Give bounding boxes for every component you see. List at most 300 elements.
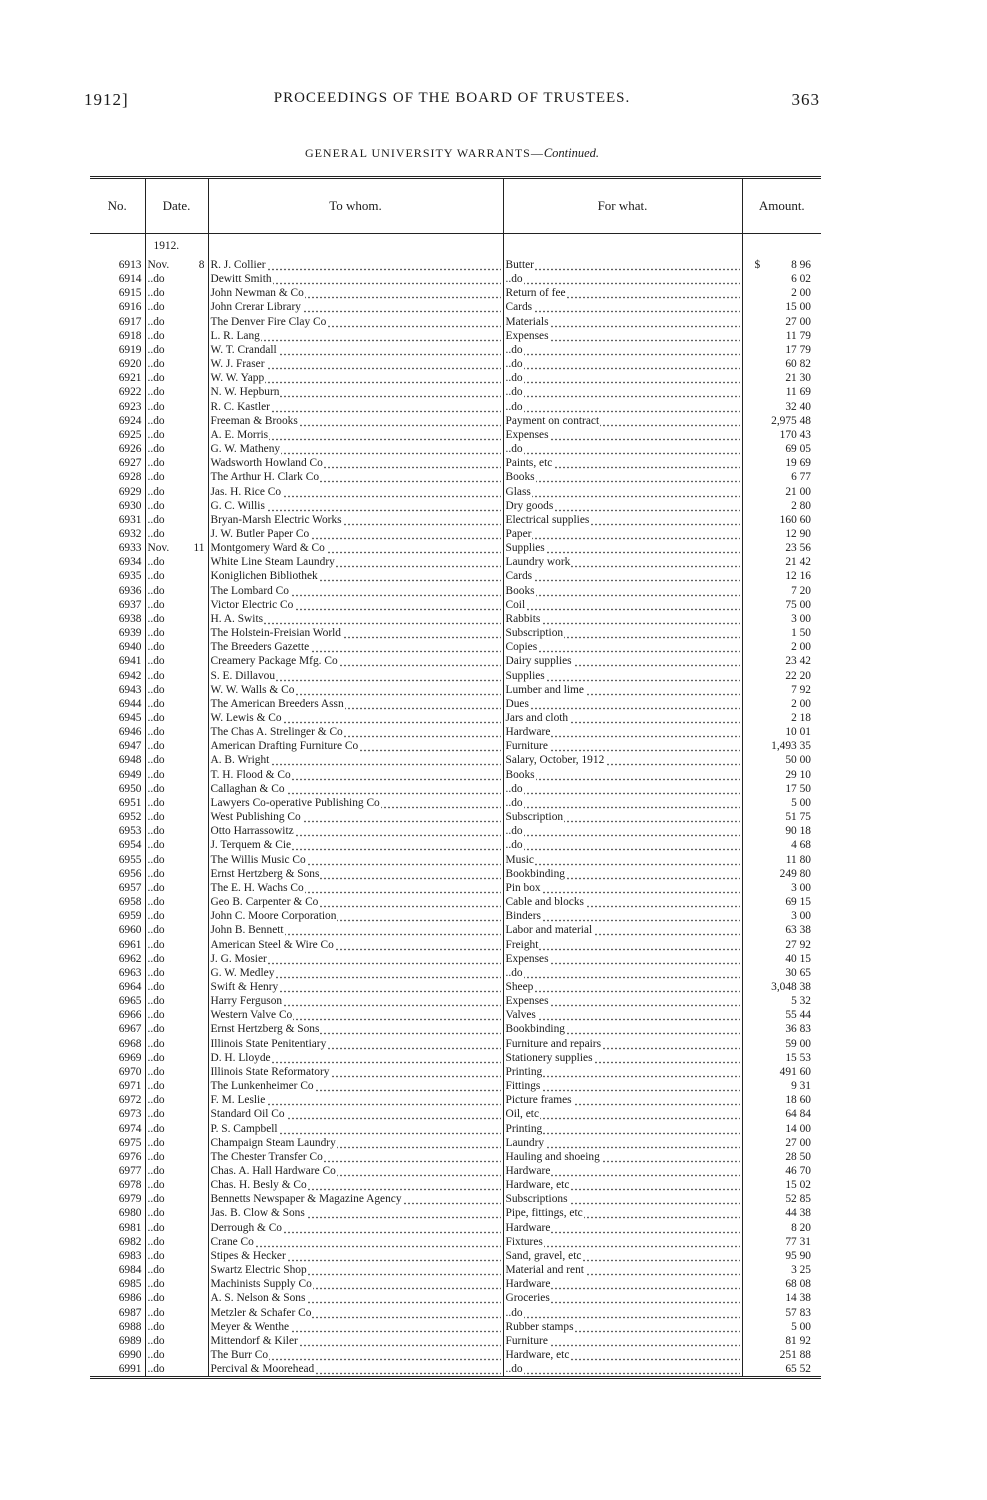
warrant-date	[145, 909, 208, 923]
payee	[208, 315, 503, 329]
warrant-date-month: ..do	[147, 1334, 165, 1347]
payee	[208, 598, 503, 612]
payee	[208, 669, 503, 683]
warrant-number: 6930	[118, 499, 142, 512]
payee-name: The Willis Music Co	[210, 853, 306, 866]
purpose-text: Paper	[505, 527, 532, 540]
amount	[742, 1348, 821, 1362]
purpose-text: Expenses	[505, 995, 549, 1008]
warrant-date-month: Nov.	[147, 542, 170, 555]
warrant-date	[145, 923, 208, 937]
warrant-date-month: ..do	[147, 796, 165, 809]
purpose-text: Printing	[505, 1065, 543, 1078]
purpose-text: ..do	[505, 372, 523, 385]
warrant-date-month: ..do	[147, 428, 165, 441]
year-label: 1912.	[145, 234, 208, 259]
purpose-text: Dues	[505, 697, 529, 710]
warrant-number: 6991	[90, 1362, 145, 1378]
purpose-text: Return of fee	[505, 287, 566, 300]
warrant-date	[145, 541, 208, 555]
purpose-text: Bookbinding	[505, 867, 565, 880]
amount	[742, 654, 821, 668]
payee-name: Jas. B. Clow & Sons	[210, 1207, 305, 1220]
table-row	[90, 300, 821, 314]
table-row	[90, 1235, 821, 1249]
table-row	[90, 1093, 821, 1107]
payee-name: The Breeders Gazette	[210, 641, 310, 654]
year-row	[90, 234, 821, 259]
warrant-date-month: ..do	[147, 513, 165, 526]
payee-name: Swartz Electric Shop	[210, 1264, 307, 1277]
purpose	[503, 1136, 742, 1150]
table-row	[90, 923, 821, 937]
warrant-date	[145, 1022, 208, 1036]
amount	[742, 499, 821, 513]
amount	[742, 810, 821, 824]
amount-value: 5 00	[791, 1320, 811, 1333]
purpose-text: Furniture	[505, 740, 548, 753]
purpose-text: Hardware	[505, 1221, 551, 1234]
payee-name: Ernst Hertzberg & Sons	[210, 1023, 320, 1036]
currency-symbol: $	[754, 259, 761, 271]
payee-name: Bryan-Marsh Electric Works	[210, 513, 342, 526]
amount-value: 68 08	[785, 1278, 811, 1291]
warrant-number: 6990	[118, 1349, 142, 1362]
warrant-date-month: ..do	[147, 584, 165, 597]
warrant-number: 6918	[118, 329, 142, 342]
table-row	[90, 1306, 821, 1320]
table-row	[90, 456, 821, 470]
warrant-number: 6943	[118, 683, 142, 696]
purpose	[503, 527, 742, 541]
warrant-number: 6974	[118, 1122, 142, 1135]
payee-name: The American Breeders Assn	[210, 697, 344, 710]
purpose	[503, 1235, 742, 1249]
warrant-date-month: ..do	[147, 1306, 165, 1319]
warrant-date	[145, 428, 208, 442]
warrant-date-month: ..do	[147, 1179, 165, 1192]
amount-value: 1,493 35	[771, 740, 811, 753]
payee	[208, 853, 503, 867]
amount	[742, 669, 821, 683]
amount	[742, 1008, 821, 1022]
amount	[742, 1192, 821, 1206]
amount	[742, 1051, 821, 1065]
table-row	[90, 428, 821, 442]
payee	[208, 385, 503, 399]
amount-value: 10 01	[785, 726, 811, 739]
payee	[208, 1192, 503, 1206]
table-row	[90, 1334, 821, 1348]
purpose	[503, 258, 742, 272]
payee-name: W. W. Walls & Co	[210, 683, 295, 696]
table-row	[90, 414, 821, 428]
payee-name: Machinists Supply Co	[210, 1278, 312, 1291]
warrant-date	[145, 640, 208, 654]
payee-name: J. W. Butler Paper Co	[210, 527, 310, 540]
purpose	[503, 1334, 742, 1348]
payee-name: The Holstein-Freisian World	[210, 627, 341, 640]
amount	[742, 1037, 821, 1051]
amount	[742, 1206, 821, 1220]
amount-value: 2 00	[791, 287, 811, 300]
warrant-date	[145, 683, 208, 697]
warrant-number: 6963	[118, 966, 142, 979]
warrant-date-month: ..do	[147, 386, 165, 399]
amount	[742, 1263, 821, 1277]
amount-value: 46 70	[785, 1165, 811, 1177]
amount-value: 28 50	[785, 1150, 811, 1163]
payee	[208, 867, 503, 881]
table-row	[90, 810, 821, 824]
purpose-text: Picture frames	[505, 1094, 572, 1107]
amount-value: 51 75	[785, 811, 811, 824]
amount	[742, 385, 821, 399]
payee-name: Derrough & Co	[210, 1221, 282, 1234]
purpose-text: Hardware	[505, 1278, 551, 1291]
warrant-date-month: ..do	[147, 1065, 165, 1078]
warrant-date	[145, 782, 208, 796]
payee	[208, 768, 503, 782]
purpose-text: ..do	[505, 400, 523, 413]
warrant-date-month: ..do	[147, 527, 165, 540]
table-row	[90, 329, 821, 343]
payee	[208, 1150, 503, 1164]
warrant-date-month: ..do	[147, 825, 165, 838]
warrant-number: 6936	[118, 584, 142, 597]
amount	[742, 1306, 821, 1320]
purpose-text: Material and rent	[505, 1264, 584, 1277]
warrant-date	[145, 867, 208, 881]
payee-name: The Burr Co	[210, 1349, 269, 1362]
amount-value: 5 00	[791, 796, 811, 809]
warrant-date	[145, 1334, 208, 1348]
warrant-date-month: ..do	[147, 287, 165, 300]
warrant-date-month: ..do	[147, 1207, 165, 1220]
warrant-date-month: ..do	[147, 1122, 165, 1135]
warrant-date	[145, 343, 208, 357]
amount	[742, 1136, 821, 1150]
warrant-number: 6920	[118, 358, 142, 371]
table-row	[90, 1107, 821, 1121]
warrant-date-month: ..do	[147, 315, 165, 328]
warrant-number: 6969	[118, 1051, 142, 1064]
table-row	[90, 442, 821, 456]
purpose-text: Furniture	[505, 1334, 548, 1347]
purpose	[503, 385, 742, 399]
amount-value: 21 42	[785, 556, 811, 569]
purpose	[503, 1164, 742, 1178]
warrant-number: 6928	[118, 471, 142, 484]
payee	[208, 1348, 503, 1362]
warrant-date	[145, 357, 208, 371]
purpose	[503, 824, 742, 838]
payee-name: Crane Co	[210, 1235, 254, 1248]
amount	[742, 470, 821, 484]
amount-value: 69 15	[785, 896, 811, 909]
table-row	[90, 1192, 821, 1206]
payee	[208, 640, 503, 654]
payee	[208, 824, 503, 838]
purpose-text: Expenses	[505, 428, 549, 441]
amount	[742, 711, 821, 725]
amount	[742, 1022, 821, 1036]
payee	[208, 1107, 503, 1121]
warrant-number: 6986	[118, 1292, 142, 1305]
warrant-number: 6980	[118, 1207, 142, 1220]
warrant-date	[145, 400, 208, 414]
warrant-date-month: ..do	[147, 754, 165, 767]
purpose-text: Supplies	[505, 669, 545, 682]
amount-value: 6 02	[791, 273, 811, 286]
payee	[208, 485, 503, 499]
amount	[742, 315, 821, 329]
warrant-date	[145, 258, 208, 272]
purpose	[503, 499, 742, 513]
warrant-number: 6960	[118, 924, 142, 937]
payee-name: Stipes & Hecker	[210, 1249, 286, 1262]
purpose-text: Expenses	[505, 329, 549, 342]
amount	[742, 343, 821, 357]
warrant-number: 6983	[118, 1249, 142, 1262]
payee-name: D. H. Lloyde	[210, 1051, 271, 1064]
payee-name: The Denver Fire Clay Co	[210, 315, 327, 328]
payee	[208, 1079, 503, 1093]
amount-value: 2,975 48	[771, 414, 811, 427]
amount	[742, 980, 821, 994]
warrant-date	[145, 1065, 208, 1079]
purpose	[503, 980, 742, 994]
warrant-date	[145, 739, 208, 753]
purpose	[503, 414, 742, 428]
amount-value: 27 92	[785, 938, 811, 951]
amount-value: 12 16	[785, 570, 811, 583]
warrant-number: 6958	[118, 896, 142, 909]
amount-value: 9 31	[791, 1080, 811, 1093]
warrant-date-day: 11	[193, 542, 205, 555]
warrant-date	[145, 315, 208, 329]
table-row	[90, 669, 821, 683]
warrant-number: 6971	[118, 1080, 142, 1093]
table-row	[90, 867, 821, 881]
payee	[208, 1249, 503, 1263]
warrant-date-month: ..do	[147, 1136, 165, 1149]
amount	[742, 768, 821, 782]
purpose	[503, 1178, 742, 1192]
amount-value: 491 60	[779, 1065, 811, 1078]
amount-value: 3 25	[791, 1264, 811, 1277]
payee	[208, 782, 503, 796]
warrant-date	[145, 768, 208, 782]
table-row	[90, 357, 821, 371]
payee-name: H. A. Swits	[210, 612, 264, 625]
column-header-to-whom: To whom.	[208, 178, 503, 234]
table-row	[90, 1136, 821, 1150]
purpose	[503, 584, 742, 598]
amount	[742, 272, 821, 286]
payee-name: Lawyers Co-operative Publishing Co	[210, 796, 380, 809]
amount	[742, 1107, 821, 1121]
payee-name: John Newman & Co	[210, 287, 304, 300]
purpose	[503, 286, 742, 300]
purpose-text: Butter	[505, 259, 534, 271]
warrant-date	[145, 1277, 208, 1291]
warrant-date-month: Nov.	[147, 259, 170, 271]
payee-name: N. W. Hepburn	[210, 386, 280, 399]
warrant-number: 6926	[118, 443, 142, 456]
payee-name: White Line Steam Laundry	[210, 556, 335, 569]
warrant-date-month: ..do	[147, 372, 165, 385]
table-row	[90, 654, 821, 668]
purpose-text: Hardware, etc	[505, 1179, 570, 1192]
warrant-date	[145, 414, 208, 428]
payee-name: Otto Harrassowitz	[210, 825, 294, 838]
warrant-date	[145, 300, 208, 314]
purpose-text: Electrical supplies	[505, 513, 590, 526]
warrant-date-month: ..do	[147, 641, 165, 654]
warrant-date-month: ..do	[147, 768, 165, 781]
warrant-date	[145, 1235, 208, 1249]
amount	[742, 697, 821, 711]
warrant-date	[145, 938, 208, 952]
amount-value: 170 43	[779, 428, 811, 441]
purpose	[503, 1277, 742, 1291]
warrant-date	[145, 385, 208, 399]
amount-value: 3 00	[791, 910, 811, 923]
warrant-date-month: ..do	[147, 782, 165, 795]
warrant-date-month: ..do	[147, 457, 165, 470]
warrant-date-day: 8	[198, 259, 205, 271]
warrant-date-month: ..do	[147, 881, 165, 894]
payee-name: W. Lewis & Co	[210, 712, 282, 724]
warrant-date-month: ..do	[147, 1150, 165, 1163]
purpose	[503, 909, 742, 923]
warrant-date	[145, 966, 208, 980]
amount-value: 32 40	[785, 400, 811, 413]
table-row	[90, 994, 821, 1008]
warrant-number: 6956	[118, 867, 142, 880]
warrant-number: 6952	[118, 811, 142, 824]
payee-name: W. J. Fraser	[210, 358, 265, 371]
table-row	[90, 485, 821, 499]
purpose	[503, 1362, 742, 1378]
purpose-text: Subscription	[505, 811, 564, 824]
warrant-date-month: ..do	[147, 471, 165, 484]
warrant-number: 6923	[118, 400, 142, 413]
warrant-date	[145, 499, 208, 513]
amount	[742, 1249, 821, 1263]
warrant-date	[145, 1221, 208, 1235]
payee-name: W. T. Crandall	[210, 343, 277, 356]
purpose-text: Dairy supplies	[505, 655, 572, 668]
purpose	[503, 1079, 742, 1093]
warrant-number: 6944	[118, 697, 142, 710]
warrant-date	[145, 1093, 208, 1107]
table-row	[90, 598, 821, 612]
amount-value: 14 38	[785, 1292, 811, 1305]
amount-value: 4 68	[791, 839, 811, 852]
warrant-date-month: ..do	[147, 612, 165, 625]
amount-value: 1 50	[791, 627, 811, 640]
warrant-number: 6921	[118, 372, 142, 385]
purpose-text: Lumber and lime	[505, 683, 584, 696]
warrant-date-month: ..do	[147, 414, 165, 427]
purpose-text: Dry goods	[505, 499, 554, 512]
warrant-date-month: ..do	[147, 1235, 165, 1248]
payee	[208, 881, 503, 895]
warrant-number: 6947	[118, 740, 142, 753]
warrant-number: 6959	[118, 910, 142, 923]
purpose-text: Laundry work	[505, 556, 571, 569]
purpose	[503, 711, 742, 725]
purpose	[503, 895, 742, 909]
purpose	[503, 400, 742, 414]
warrant-date	[145, 1150, 208, 1164]
amount-value: 249 80	[779, 867, 811, 880]
amount	[742, 994, 821, 1008]
warrant-number: 6945	[118, 712, 142, 724]
purpose-text: ..do	[505, 782, 523, 795]
amount	[742, 329, 821, 343]
payee	[208, 923, 503, 937]
warrant-number: 6922	[118, 386, 142, 399]
payee	[208, 952, 503, 966]
warrant-number: 6957	[118, 881, 142, 894]
purpose	[503, 796, 742, 810]
table-row	[90, 385, 821, 399]
purpose	[503, 1065, 742, 1079]
warrant-date-month: ..do	[147, 343, 165, 356]
amount-value: 77 31	[785, 1235, 811, 1248]
warrant-date	[145, 697, 208, 711]
payee	[208, 1291, 503, 1305]
amount-value: 52 85	[785, 1193, 811, 1206]
payee-name: Montgomery Ward & Co	[210, 542, 325, 555]
amount	[742, 1362, 821, 1378]
warrant-date	[145, 1037, 208, 1051]
purpose	[503, 1249, 742, 1263]
purpose-text: ..do	[505, 343, 523, 356]
payee-name: John C. Moore Corporation	[210, 910, 337, 923]
warrant-date	[145, 824, 208, 838]
purpose	[503, 1221, 742, 1235]
purpose	[503, 513, 742, 527]
payee	[208, 1093, 503, 1107]
payee-name: G. W. Medley	[210, 966, 275, 979]
table-row	[90, 541, 821, 555]
table-row	[90, 768, 821, 782]
payee-name: The Chas A. Strelinger & Co	[210, 726, 343, 739]
amount-value: 19 69	[785, 457, 811, 470]
payee-name: F. M. Leslie	[210, 1094, 266, 1107]
table-row	[90, 1164, 821, 1178]
amount	[742, 1093, 821, 1107]
payee-name: Mittendorf & Kiler	[210, 1334, 298, 1347]
payee-name: Percival & Moorehead	[210, 1363, 315, 1376]
amount-value: 15 53	[785, 1051, 811, 1064]
amount-value: 3 00	[791, 881, 811, 894]
amount	[742, 881, 821, 895]
warrant-date-month: ..do	[147, 995, 165, 1008]
payee	[208, 569, 503, 583]
payee	[208, 1122, 503, 1136]
amount-value: 63 38	[785, 924, 811, 937]
amount-value: 15 00	[785, 301, 811, 314]
purpose-text: Books	[505, 768, 535, 781]
warrant-date	[145, 796, 208, 810]
amount	[742, 640, 821, 654]
purpose	[503, 640, 742, 654]
